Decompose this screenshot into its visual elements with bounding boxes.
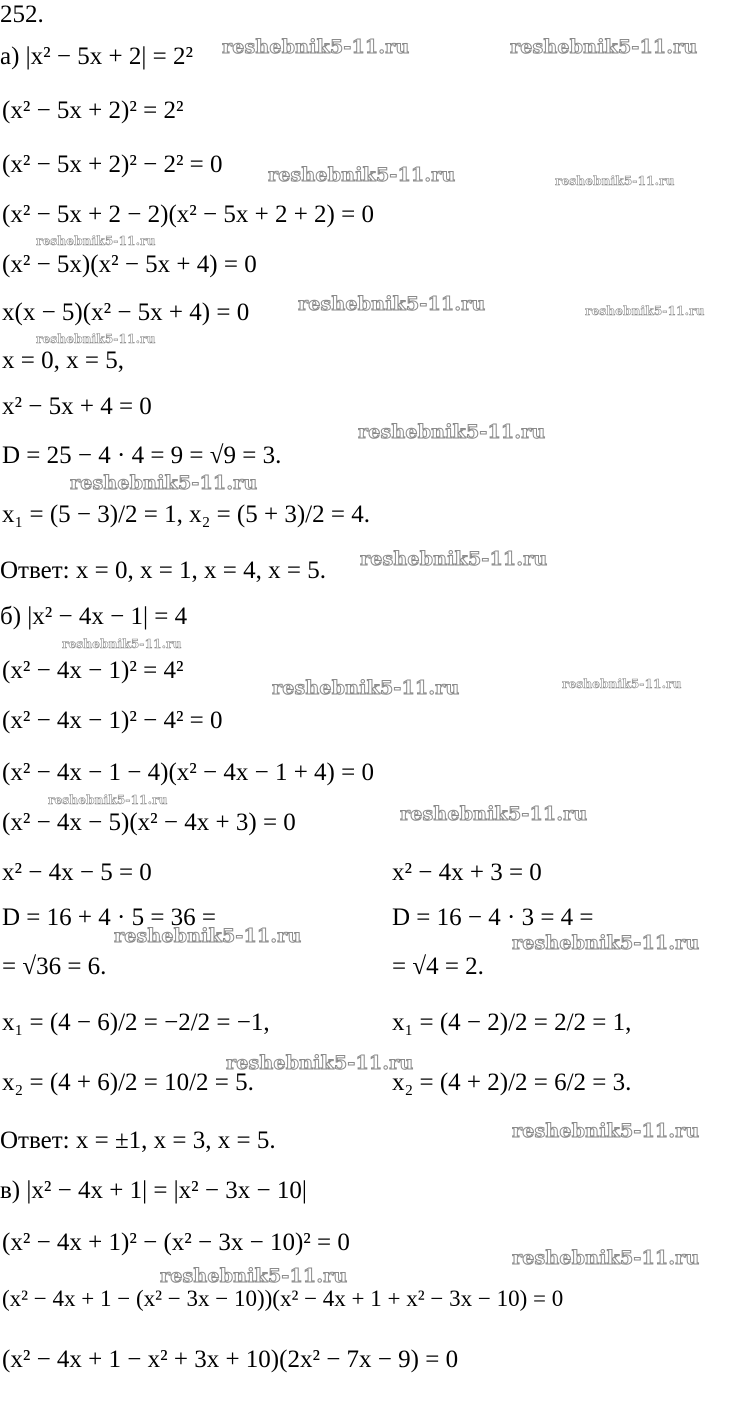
part-b-line-3: (x² − 4x − 1)² − 4² = 0 [2, 707, 223, 734]
part-b-line-4: (x² − 4x − 1 − 4)(x² − 4x − 1 + 4) = 0 [2, 759, 374, 786]
part-b-left-5: x₂ = (4 + 6)/2 = 10/2 = 5. [2, 1069, 254, 1096]
part-a-line-1: а) |x² − 5x + 2| = 2² [0, 43, 193, 70]
watermark: reshebnik5-11.ru [222, 36, 410, 58]
part-b-left-3: = √36 = 6. [2, 953, 107, 980]
part-a-line-8: x² − 5x + 4 = 0 [2, 393, 152, 420]
watermark: reshebnik5-11.ru [360, 548, 548, 570]
watermark: reshebnik5-11.ru [358, 421, 546, 443]
part-a-line-5: (x² − 5x)(x² − 5x + 4) = 0 [2, 251, 257, 278]
watermark: reshebnik5-11.ru [70, 472, 258, 494]
part-b-right-1: x² − 4x + 3 = 0 [392, 859, 542, 886]
part-b-answer: Ответ: x = ±1, x = 3, x = 5. [0, 1127, 276, 1154]
part-b-right-2: D = 16 − 4 · 3 = 4 = [392, 904, 594, 931]
watermark: reshebnik5-11.ru [114, 925, 302, 947]
watermark: reshebnik5-11.ru [585, 304, 705, 318]
part-b-left-4: x₁ = (4 − 6)/2 = −2/2 = −1, [2, 1009, 270, 1036]
part-b-left-2: D = 16 + 4 · 5 = 36 = [2, 904, 217, 931]
part-b-left-1: x² − 4x − 5 = 0 [2, 859, 152, 886]
watermark: reshebnik5-11.ru [160, 1265, 348, 1287]
watermark: reshebnik5-11.ru [555, 174, 675, 188]
watermark: reshebnik5-11.ru [298, 293, 486, 315]
part-a-line-10: x₁ = (5 − 3)/2 = 1, x₂ = (5 + 3)/2 = 4. [2, 501, 370, 528]
part-v-line-1: в) |x² − 4x + 1| = |x² − 3x − 10| [0, 1177, 307, 1204]
part-b-right-5: x₂ = (4 + 2)/2 = 6/2 = 3. [392, 1069, 632, 1096]
part-v-line-4: (x² − 4x + 1 − x² + 3x + 10)(2x² − 7x − 9) = 0 [2, 1346, 459, 1373]
watermark: reshebnik5-11.ru [512, 1120, 700, 1142]
problem-number: 252. [0, 1, 44, 28]
part-a-line-7: x = 0, x = 5, [2, 347, 124, 374]
part-a-line-9: D = 25 − 4 · 4 = 9 = √9 = 3. [2, 442, 282, 469]
watermark: reshebnik5-11.ru [400, 803, 588, 825]
part-b-right-4: x₁ = (4 − 2)/2 = 2/2 = 1, [392, 1009, 632, 1036]
watermark: reshebnik5-11.ru [36, 332, 156, 346]
part-v-line-3: (x² − 4x + 1 − (x² − 3x − 10))(x² − 4x + 1 + x² − 3x − 10) = 0 [2, 1286, 564, 1311]
part-b-line-5: (x² − 4x − 5)(x² − 4x + 3) = 0 [2, 809, 296, 836]
part-b-line-2: (x² − 4x − 1)² = 4² [2, 657, 184, 684]
watermark: reshebnik5-11.ru [62, 637, 182, 651]
part-a-line-3: (x² − 5x + 2)² − 2² = 0 [2, 151, 223, 178]
watermark: reshebnik5-11.ru [512, 932, 700, 954]
part-b-line-1: б) |x² − 4x − 1| = 4 [0, 603, 188, 630]
part-v-line-2: (x² − 4x + 1)² − (x² − 3x − 10)² = 0 [2, 1229, 350, 1256]
watermark: reshebnik5-11.ru [36, 234, 156, 248]
watermark: reshebnik5-11.ru [48, 793, 168, 807]
part-b-right-3: = √4 = 2. [392, 953, 484, 980]
watermark: reshebnik5-11.ru [272, 677, 460, 699]
part-a-line-4: (x² − 5x + 2 − 2)(x² − 5x + 2 + 2) = 0 [2, 201, 374, 228]
part-a-line-6: x(x − 5)(x² − 5x + 4) = 0 [2, 299, 250, 326]
part-a-answer: Ответ: x = 0, x = 1, x = 4, x = 5. [0, 557, 327, 584]
watermark: reshebnik5-11.ru [510, 36, 698, 58]
part-a-line-2: (x² − 5x + 2)² = 2² [2, 97, 184, 124]
watermark: reshebnik5-11.ru [268, 164, 456, 186]
watermark: reshebnik5-11.ru [512, 1247, 700, 1269]
watermark: reshebnik5-11.ru [226, 1052, 414, 1074]
watermark: reshebnik5-11.ru [562, 677, 682, 691]
